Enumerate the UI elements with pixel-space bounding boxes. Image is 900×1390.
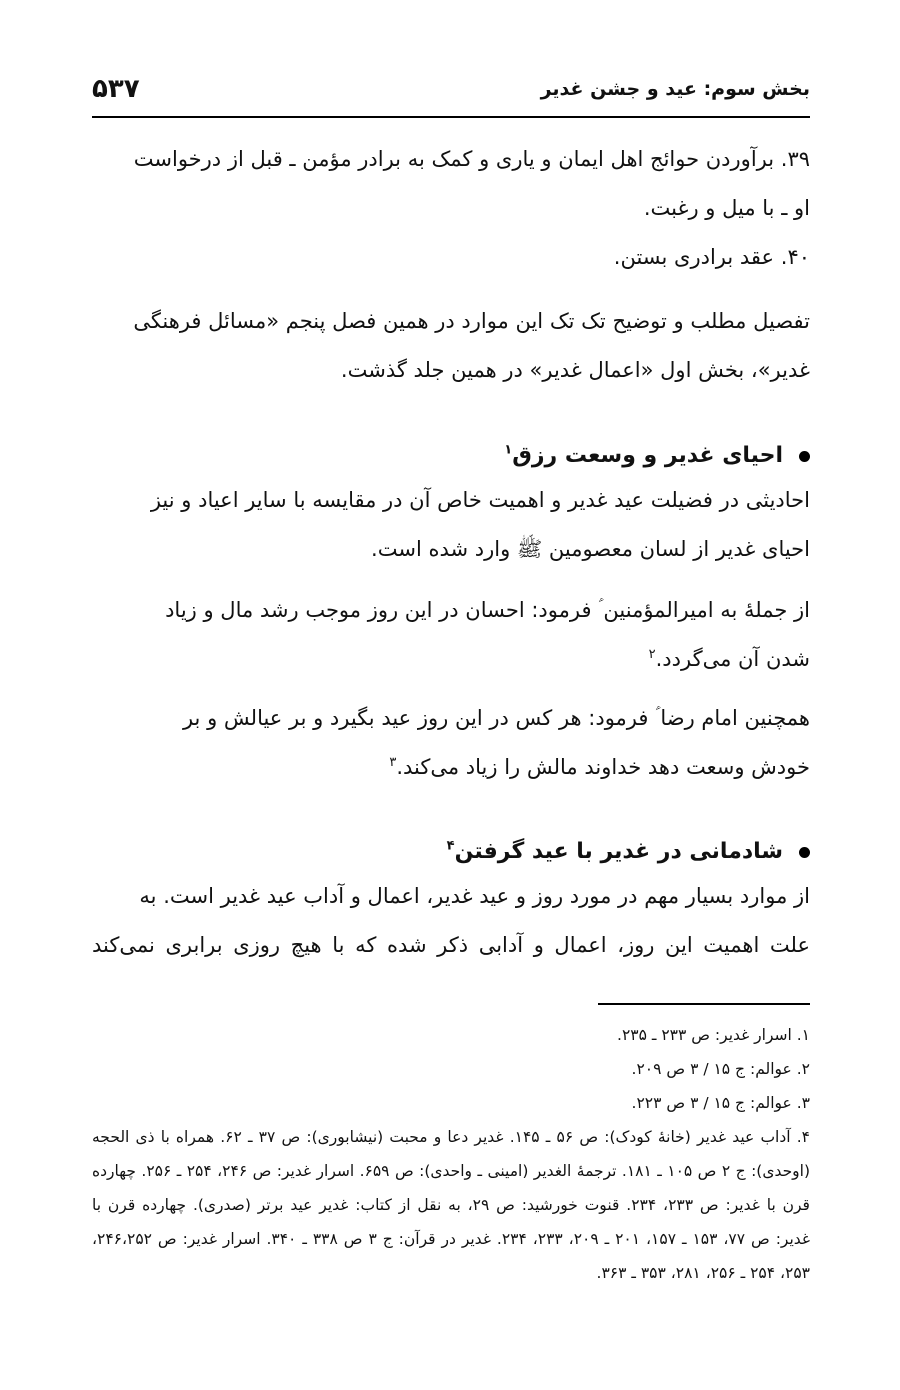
paragraph-line: خودش وسعت دهد خداوند مالش را زیاد می‌کند. <box>396 755 810 779</box>
paragraph-line: همچنین امام رضا ؑ فرمود: هر کس در این روز عید بگیرد و بر عیالش و بر <box>182 706 810 730</box>
footnote-2: ۲. عوالم: ج ۱۵ / ۳ ص ۲۰۹. <box>631 1060 810 1078</box>
footnote-divider <box>598 1003 810 1005</box>
paragraph-line: احادیثی در فضیلت عید غدیر و اهمیت خاص آن در مقایسه با سایر اعیاد و نیز <box>150 488 810 512</box>
footnote-1: ۱. اسرار غدیر: ص ۲۳۳ ـ ۲۳۵. <box>617 1026 810 1044</box>
footnote-ref: ۴ <box>446 838 455 854</box>
paragraph-line: احیای غدیر از لسان معصومین ﷺ وارد شده است. <box>371 537 810 561</box>
bullet-icon <box>799 451 810 462</box>
header-divider <box>92 116 810 118</box>
footnote-4: ۴. آداب عید غدیر (خانهٔ کودک): ص ۵۶ ـ ۱۴۵. غدیر دعا و محبت (نیشابوری): ص ۳۷ ـ ۶۲. همراه با ذی الحجه (اوحدی): ج ۲ ص ۱۰۵ ـ ۱۸۱. ترجمهٔ الغدیر (امینی ـ واحدی): ص ۶۵۹. اسرار غدیر: ص ۲۴۶، ۲۵۴ ـ ۲۵۶. چهارده قرن با غدیر: ص ۲۳۳، ۲۳۴. قنوت خورشید: ص ۲۹، به نقل از کتاب: غدیر عید برتر (صدری). چهارده قرن با غدیر: ص ۷۷، ۱۵۳ ـ ۱۵۷، ۲۰۱ ـ ۲۰۹، ۲۳۳، ۲۳۴. غدیر در قرآن: ج ۳ ص ۳۳۸ ـ ۳۴۰. اسرار غدیر: ص ۲۴۶،۲۵۲، ۲۵۳، ۲۵۴ ـ ۲۵۶، ۲۸۱، ۳۵۳ ـ ۳۶۳. <box>92 1128 811 1282</box>
list-item-40 <box>92 233 810 282</box>
paragraph-line: از موارد بسیار مهم در مورد روز و عید غدیر، اعمال و آداب عید غدیر است. به <box>139 884 810 908</box>
paragraph-line: شدن آن می‌گردد. <box>655 647 810 671</box>
paragraph-line: از جملهٔ به امیرالمؤمنین ؑ فرمود: احسان در این روز موجب رشد مال و زیاد <box>165 598 810 622</box>
footnote-ref: ۲ <box>648 647 656 662</box>
list-item-40-line1: ۴۰. عقد برادری بستن. <box>613 245 810 269</box>
heading-text: شادمانی در غدیر با عید گرفتن <box>454 839 783 864</box>
section1-paragraph2 <box>92 586 810 684</box>
intro-paragraph <box>92 297 810 395</box>
running-header <box>92 70 810 110</box>
footnote-ref: ۱ <box>504 442 513 458</box>
section-heading-revival <box>92 436 810 476</box>
section1-paragraph3 <box>92 694 810 792</box>
intro-line2: غدیر»، بخش اول «اعمال غدیر» در همین جلد گذشت. <box>340 358 810 382</box>
list-item-39 <box>92 135 810 233</box>
page-number: ۵۳۷ <box>92 74 140 104</box>
footnotes <box>92 1018 810 1290</box>
intro-line1: تفصیل مطلب و توضیح تک تک این موارد در همین فصل پنجم «مسائل فرهنگی <box>133 309 810 333</box>
chapter-title: بخش سوم: عید و جشن غدیر <box>540 78 810 100</box>
section-heading-celebration <box>92 832 810 872</box>
list-item-39-line1: ۳۹. برآوردن حوائج اهل ایمان و یاری و کمک به برادر مؤمن ـ قبل از درخواست <box>133 147 810 171</box>
footnote-3: ۳. عوالم: ج ۱۵ / ۳ ص ۲۲۳. <box>631 1094 810 1112</box>
bullet-icon <box>799 847 810 858</box>
list-item-39-line2: او ـ با میل و رغبت. <box>643 196 810 220</box>
section1-paragraph1 <box>92 476 810 574</box>
heading-text: احیای غدیر و وسعت رزق <box>512 443 783 468</box>
section2-paragraph1 <box>92 872 810 970</box>
footnote-ref: ۳ <box>389 755 397 770</box>
paragraph-line: علت اهمیت این روز، اعمال و آدابی ذکر شده که با هیچ روزی برابری نمی‌کند <box>92 933 810 957</box>
